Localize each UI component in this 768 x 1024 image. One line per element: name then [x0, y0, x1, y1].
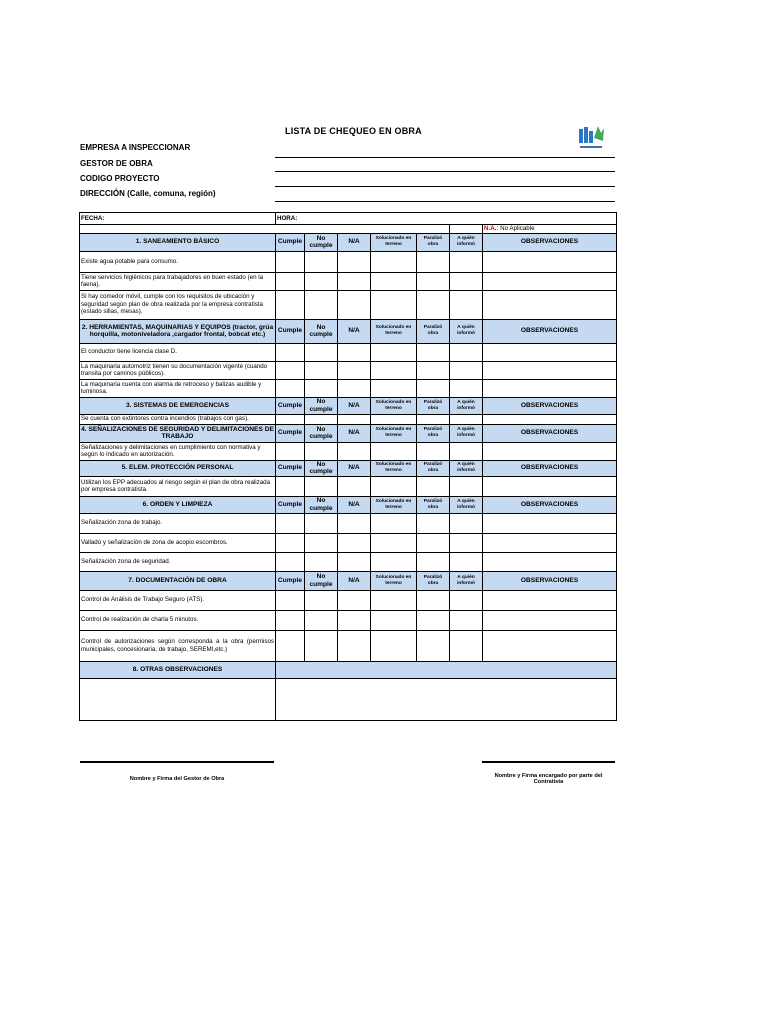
- checklist-item: Vallado y señalización de zona de acopio escombros.: [80, 533, 276, 552]
- quien-cell[interactable]: [450, 533, 483, 552]
- na-spacer-2: [450, 225, 483, 234]
- otras-observaciones-cell[interactable]: [276, 678, 617, 720]
- signature-label-gestor: Nombre y Firma del Gestor de Obra: [129, 776, 225, 782]
- checklist-row: [80, 552, 617, 571]
- col-no-cumple: No cumple: [305, 319, 338, 343]
- observaciones-cell[interactable]: [483, 513, 617, 533]
- quien-cell[interactable]: [450, 552, 483, 571]
- cumple-cell[interactable]: [276, 343, 305, 361]
- col-na: N/A: [338, 571, 371, 590]
- solucionado-cell[interactable]: [371, 251, 417, 272]
- page-title: LISTA DE CHEQUEO EN OBRA: [285, 126, 422, 136]
- no-cumple-cell[interactable]: [305, 361, 338, 379]
- observaciones-cell[interactable]: [483, 610, 617, 630]
- col-quien: A quién informó: [450, 460, 483, 476]
- na-cell[interactable]: [338, 343, 371, 361]
- checklist-item: Control de realización de charla 5 minutos.: [80, 610, 276, 630]
- na-legend-abbrev: N.A.:: [484, 225, 499, 232]
- observaciones-cell[interactable]: [483, 272, 617, 290]
- checklist-item: Señalización zona de trabajo.: [80, 513, 276, 533]
- section-title: 6. ORDEN Y LIMPIEZA: [80, 496, 276, 513]
- na-cell[interactable]: [338, 414, 371, 424]
- observaciones-cell[interactable]: [483, 630, 617, 661]
- na-cell[interactable]: [338, 251, 371, 272]
- paralizo-cell[interactable]: [417, 513, 450, 533]
- quien-cell[interactable]: [450, 630, 483, 661]
- paralizo-cell[interactable]: [417, 442, 450, 460]
- direccion-field-2[interactable]: [275, 201, 615, 202]
- col-solucionado: Solucionado en terreno: [371, 397, 417, 414]
- checklist-item: Control de Análisis de Trabajo Seguro (ATS).: [80, 590, 276, 610]
- checklist-row: [80, 630, 617, 661]
- col-cumple: Cumple: [276, 571, 305, 590]
- checklist-item: Tiene servicios higiénicos para trabajadores en buen estado (en la faena).: [80, 272, 276, 290]
- empresa-label: EMPRESA A INSPECCIONAR: [80, 143, 191, 152]
- paralizo-cell[interactable]: [417, 630, 450, 661]
- na-legend-text: No Aplicable: [498, 225, 535, 232]
- solucionado-cell[interactable]: [371, 272, 417, 290]
- no-cumple-cell[interactable]: [305, 414, 338, 424]
- checklist-row: [80, 361, 617, 379]
- paralizo-cell[interactable]: [417, 361, 450, 379]
- direccion-label: DIRECCIÓN (Calle, comuna, región): [80, 189, 216, 198]
- checklist-item: Se cuenta con extintores contra incendios (trabajos con gas).: [80, 414, 276, 424]
- checklist-table: [79, 212, 617, 721]
- col-paralizo: Paralizó obra: [417, 424, 450, 442]
- checklist-item: Existe agua potable para consumo.: [80, 251, 276, 272]
- no-cumple-cell[interactable]: [305, 290, 338, 319]
- quien-cell[interactable]: [450, 272, 483, 290]
- gestor-label: GESTOR DE OBRA: [80, 159, 153, 168]
- checklist-row: [80, 610, 617, 630]
- cumple-cell[interactable]: [276, 513, 305, 533]
- observaciones-cell[interactable]: [483, 379, 617, 397]
- company-logo: [577, 124, 605, 154]
- col-solucionado: Solucionado en terreno: [371, 319, 417, 343]
- cumple-cell[interactable]: [276, 361, 305, 379]
- na-cell[interactable]: [338, 610, 371, 630]
- section-title: 5. ELEM. PROTECCIÓN PERSONAL: [80, 460, 276, 476]
- no-cumple-cell[interactable]: [305, 476, 338, 496]
- col-quien: A quién informó: [450, 397, 483, 414]
- checklist-row: [80, 476, 617, 496]
- col-quien: A quién informó: [450, 233, 483, 251]
- checklist-item: La maquinaria automotriz tienen su documentación vigente (cuando transita por caminos públicos).: [80, 361, 276, 379]
- solucionado-cell[interactable]: [371, 343, 417, 361]
- solucionado-cell[interactable]: [371, 610, 417, 630]
- paralizo-cell[interactable]: [417, 414, 450, 424]
- paralizo-cell[interactable]: [417, 552, 450, 571]
- na-cell[interactable]: [338, 442, 371, 460]
- col-cumple: Cumple: [276, 319, 305, 343]
- col-solucionado: Solucionado en terreno: [371, 424, 417, 442]
- section-title: 7. DOCUMENTACIÓN DE OBRA: [80, 571, 276, 590]
- col-quien: A quién informó: [450, 319, 483, 343]
- signature-line-contratista: [482, 761, 615, 763]
- col-na: N/A: [338, 233, 371, 251]
- solucionado-cell[interactable]: [371, 290, 417, 319]
- quien-cell[interactable]: [450, 290, 483, 319]
- observaciones-cell[interactable]: [483, 251, 617, 272]
- col-solucionado: Solucionado en terreno: [371, 233, 417, 251]
- cumple-cell[interactable]: [276, 272, 305, 290]
- col-observaciones: OBSERVACIONES: [483, 424, 617, 442]
- quien-cell[interactable]: [450, 379, 483, 397]
- section-title: 3. SISTEMAS DE EMERGENCIAS: [80, 397, 276, 414]
- checklist-item: La maquinaria cuenta con alarma de retroceso y balizas audible y luminosa.: [80, 379, 276, 397]
- paralizo-cell[interactable]: [417, 251, 450, 272]
- na-cell[interactable]: [338, 513, 371, 533]
- solucionado-cell[interactable]: [371, 590, 417, 610]
- checklist-row: [80, 251, 617, 272]
- solucionado-cell[interactable]: [371, 476, 417, 496]
- quien-cell[interactable]: [450, 513, 483, 533]
- col-solucionado: Solucionado en terreno: [371, 496, 417, 513]
- cumple-cell[interactable]: [276, 290, 305, 319]
- observaciones-cell[interactable]: [483, 552, 617, 571]
- na-cell[interactable]: [338, 361, 371, 379]
- checklist-item: Señalizaciones y delimitaciones en cumplimiento con normativa y según lo indicado en autorización.: [80, 442, 276, 460]
- na-cell[interactable]: [338, 379, 371, 397]
- col-no-cumple: No cumple: [305, 460, 338, 476]
- col-quien: A quién informó: [450, 496, 483, 513]
- col-no-cumple: No cumple: [305, 571, 338, 590]
- quien-cell[interactable]: [450, 361, 483, 379]
- checklist-item: El conductor tiene licencia clase D.: [80, 343, 276, 361]
- signature-label-contratista: Nombre y Firma encargado por parte del Contratista: [494, 773, 603, 785]
- codigo-label: CODIGO PROYECTO: [80, 174, 160, 183]
- no-cumple-cell[interactable]: [305, 590, 338, 610]
- no-cumple-cell[interactable]: [305, 610, 338, 630]
- cumple-cell[interactable]: [276, 251, 305, 272]
- na-cell[interactable]: [338, 552, 371, 571]
- checklist-item: Señalización zona de seguridad.: [80, 552, 276, 571]
- no-cumple-cell[interactable]: [305, 343, 338, 361]
- na-cell[interactable]: [338, 533, 371, 552]
- paralizo-cell[interactable]: [417, 590, 450, 610]
- col-observaciones: OBSERVACIONES: [483, 233, 617, 251]
- no-cumple-cell[interactable]: [305, 272, 338, 290]
- solucionado-cell[interactable]: [371, 533, 417, 552]
- checklist-item: Si hay comedor móvil, cumple con los requisitos de ubicación y seguridad según plan de obra realizada por la empresa contratista (estado sillas, mesas).: [80, 290, 276, 319]
- na-legend: [483, 225, 617, 234]
- checklist-row: [80, 343, 617, 361]
- quien-cell[interactable]: [450, 442, 483, 460]
- quien-cell[interactable]: [450, 590, 483, 610]
- col-cumple: Cumple: [276, 397, 305, 414]
- codigo-field[interactable]: [275, 171, 615, 172]
- paralizo-cell[interactable]: [417, 610, 450, 630]
- quien-cell[interactable]: [450, 476, 483, 496]
- checklist-row: [80, 442, 617, 460]
- na-cell[interactable]: [338, 590, 371, 610]
- col-cumple: Cumple: [276, 424, 305, 442]
- checklist-row: [80, 533, 617, 552]
- quien-cell[interactable]: [450, 610, 483, 630]
- section-title: 2. HERRAMIENTAS, MAQUINARIAS Y EQUIPOS (tractor, grúa horquilla, motoniveladora ,cargador frontal, bobcat etc.): [80, 319, 276, 343]
- col-observaciones: OBSERVACIONES: [483, 496, 617, 513]
- section-title: 1. SANEAMIENTO BÁSICO: [80, 233, 276, 251]
- cumple-cell[interactable]: [276, 476, 305, 496]
- quien-cell[interactable]: [450, 343, 483, 361]
- solucionado-cell[interactable]: [371, 361, 417, 379]
- col-na: N/A: [338, 460, 371, 476]
- observaciones-cell[interactable]: [483, 476, 617, 496]
- solucionado-cell[interactable]: [371, 630, 417, 661]
- col-quien: A quién informó: [450, 424, 483, 442]
- na-cell[interactable]: [338, 272, 371, 290]
- col-quien: A quién informó: [450, 571, 483, 590]
- col-no-cumple: No cumple: [305, 424, 338, 442]
- col-solucionado: Solucionado en terreno: [371, 460, 417, 476]
- na-cell[interactable]: [338, 630, 371, 661]
- no-cumple-cell[interactable]: [305, 442, 338, 460]
- no-cumple-cell[interactable]: [305, 630, 338, 661]
- col-cumple: Cumple: [276, 233, 305, 251]
- col-na: N/A: [338, 496, 371, 513]
- checklist-row: [80, 379, 617, 397]
- solucionado-cell[interactable]: [371, 442, 417, 460]
- col-na: N/A: [338, 424, 371, 442]
- quien-cell[interactable]: [450, 414, 483, 424]
- quien-cell[interactable]: [450, 251, 483, 272]
- checklist-row: [80, 290, 617, 319]
- otras-header-fill: [276, 661, 617, 678]
- cumple-cell[interactable]: [276, 414, 305, 424]
- col-na: N/A: [338, 397, 371, 414]
- no-cumple-cell[interactable]: [305, 251, 338, 272]
- otras-left-cell[interactable]: [80, 678, 276, 720]
- col-observaciones: OBSERVACIONES: [483, 571, 617, 590]
- observaciones-cell[interactable]: [483, 533, 617, 552]
- solucionado-cell[interactable]: [371, 414, 417, 424]
- no-cumple-cell[interactable]: [305, 533, 338, 552]
- signature-line-gestor: [80, 761, 274, 763]
- observaciones-cell[interactable]: [483, 290, 617, 319]
- paralizo-cell[interactable]: [417, 533, 450, 552]
- na-spacer: [80, 225, 450, 234]
- na-cell[interactable]: [338, 290, 371, 319]
- checklist-item: Utilizan los EPP adecuados al riesgo según el plan de obra realizada por empresa contratista.: [80, 476, 276, 496]
- col-no-cumple: No cumple: [305, 496, 338, 513]
- col-paralizo: Paralizó obra: [417, 460, 450, 476]
- no-cumple-cell[interactable]: [305, 379, 338, 397]
- paralizo-cell[interactable]: [417, 272, 450, 290]
- checklist-row: [80, 272, 617, 290]
- col-observaciones: OBSERVACIONES: [483, 460, 617, 476]
- gestor-field[interactable]: [275, 157, 615, 158]
- solucionado-cell[interactable]: [371, 379, 417, 397]
- col-cumple: Cumple: [276, 496, 305, 513]
- col-paralizo: Paralizó obra: [417, 571, 450, 590]
- cumple-cell[interactable]: [276, 533, 305, 552]
- solucionado-cell[interactable]: [371, 513, 417, 533]
- cumple-cell[interactable]: [276, 610, 305, 630]
- otras-title: 8. OTRAS OBSERVACIONES: [80, 661, 276, 678]
- section-title: 4. SEÑALIZACIONES DE SEGURIDAD Y DELIMITACIONES DE TRABAJO: [81, 425, 274, 441]
- solucionado-cell[interactable]: [371, 552, 417, 571]
- cumple-cell[interactable]: [276, 630, 305, 661]
- cumple-cell[interactable]: [276, 552, 305, 571]
- col-observaciones: OBSERVACIONES: [483, 397, 617, 414]
- observaciones-cell[interactable]: [483, 361, 617, 379]
- paralizo-cell[interactable]: [417, 379, 450, 397]
- cumple-cell[interactable]: [276, 442, 305, 460]
- observaciones-cell[interactable]: [483, 343, 617, 361]
- observaciones-cell[interactable]: [483, 414, 617, 424]
- checklist-row: [80, 414, 617, 424]
- col-solucionado: Solucionado en terreno: [371, 571, 417, 590]
- col-paralizo: Paralizó obra: [417, 496, 450, 513]
- col-observaciones: OBSERVACIONES: [483, 319, 617, 343]
- cumple-cell[interactable]: [276, 379, 305, 397]
- col-no-cumple: No cumple: [305, 233, 338, 251]
- col-paralizo: Paralizó obra: [417, 233, 450, 251]
- col-paralizo: Paralizó obra: [417, 397, 450, 414]
- hora-label: HORA:: [276, 213, 617, 225]
- col-paralizo: Paralizó obra: [417, 319, 450, 343]
- na-cell[interactable]: [338, 476, 371, 496]
- col-na: N/A: [338, 319, 371, 343]
- col-cumple: Cumple: [276, 460, 305, 476]
- observaciones-cell[interactable]: [483, 442, 617, 460]
- checklist-row: [80, 590, 617, 610]
- paralizo-cell[interactable]: [417, 343, 450, 361]
- paralizo-cell[interactable]: [417, 476, 450, 496]
- col-no-cumple: No cumple: [305, 397, 338, 414]
- cumple-cell[interactable]: [276, 590, 305, 610]
- no-cumple-cell[interactable]: [305, 552, 338, 571]
- checklist-item: Control de autorizaciones según corresponda a la obra (permisos municipales, concesionaria, de trabajo, SEREMI,etc.): [80, 630, 276, 661]
- checklist-row: [80, 513, 617, 533]
- direccion-field[interactable]: [275, 186, 615, 187]
- observaciones-cell[interactable]: [483, 590, 617, 610]
- no-cumple-cell[interactable]: [305, 513, 338, 533]
- paralizo-cell[interactable]: [417, 290, 450, 319]
- fecha-label: FECHA:: [80, 213, 276, 225]
